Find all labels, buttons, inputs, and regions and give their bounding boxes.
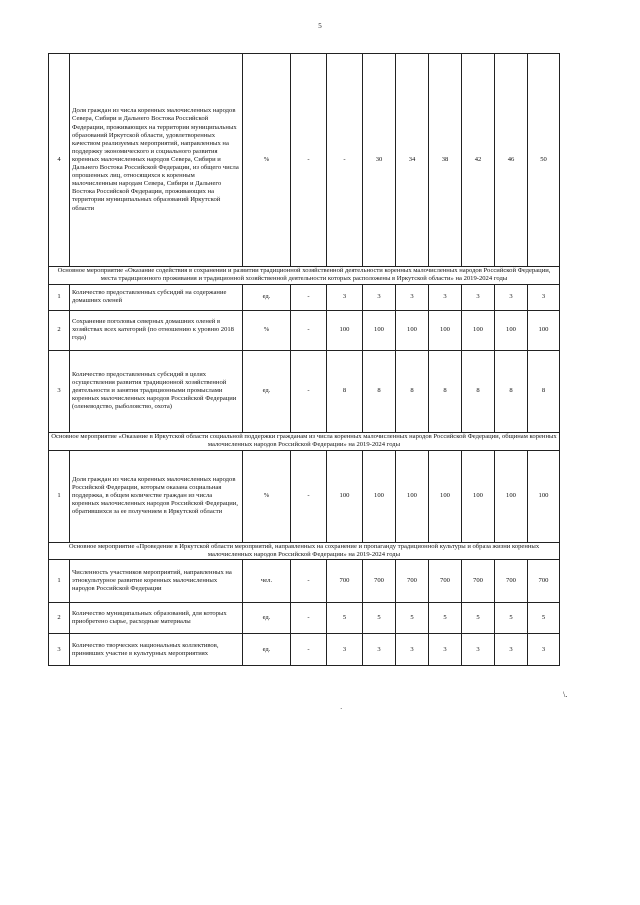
section-3-group bbox=[49, 542, 560, 560]
year-value-cell: 100 bbox=[396, 450, 429, 542]
unit-cell: чел. bbox=[243, 560, 291, 603]
table-row bbox=[49, 603, 560, 634]
year-value-cell: 100 bbox=[363, 450, 396, 542]
indicator-name: Количество предоставленных субсидий в целях осуществления развития традиционной хозяйственной деятельности и занятия традиционными промыслами коренных малочисленных народов Российской Федерации (оленеводство, рыболовство, охота) bbox=[70, 350, 243, 432]
table-row bbox=[49, 54, 560, 267]
year-value-cell: 700 bbox=[429, 560, 462, 603]
year-value-cell: 100 bbox=[462, 450, 495, 542]
year-value-cell: 100 bbox=[429, 450, 462, 542]
year-value-cell: 8 bbox=[495, 350, 528, 432]
year-value-cell: 30 bbox=[363, 54, 396, 267]
year-value-cell: 3 bbox=[429, 634, 462, 666]
base-value-cell: 100 bbox=[327, 310, 363, 350]
base-value-cell: - bbox=[327, 54, 363, 267]
year-value-cell: 46 bbox=[495, 54, 528, 267]
base-value-cell: - bbox=[291, 450, 327, 542]
unit-cell: ед. bbox=[243, 284, 291, 310]
year-value-cell: 8 bbox=[363, 350, 396, 432]
unit-cell: ед. bbox=[243, 350, 291, 432]
year-value-cell: 3 bbox=[363, 634, 396, 666]
base-value-cell: 3 bbox=[327, 284, 363, 310]
stray-dot: · bbox=[340, 705, 343, 713]
year-value-cell: 5 bbox=[429, 603, 462, 634]
table-row bbox=[49, 634, 560, 666]
year-value-cell: 100 bbox=[495, 450, 528, 542]
year-value-cell: 700 bbox=[396, 560, 429, 603]
base-value-cell: - bbox=[291, 54, 327, 267]
year-value-cell: 3 bbox=[363, 284, 396, 310]
table-row bbox=[49, 560, 560, 603]
base-value-cell: 700 bbox=[327, 560, 363, 603]
indicator-name: Численность участников мероприятий, направленных на этнокультурное развитие коренных малочисленных народов Российской Федерации bbox=[70, 560, 243, 603]
year-value-cell: 5 bbox=[462, 603, 495, 634]
unit-cell: % bbox=[243, 54, 291, 267]
year-value-cell: 5 bbox=[363, 603, 396, 634]
year-value-cell: 100 bbox=[528, 450, 560, 542]
row-number: 2 bbox=[49, 603, 70, 634]
year-value-cell: 3 bbox=[495, 634, 528, 666]
table-row bbox=[49, 284, 560, 310]
indicators-table bbox=[48, 53, 560, 666]
year-value-cell: 5 bbox=[396, 603, 429, 634]
base-value-cell: 5 bbox=[327, 603, 363, 634]
section-header-row bbox=[49, 542, 560, 560]
table-row bbox=[49, 350, 560, 432]
indicator-name: Доля граждан из числа коренных малочисленных народов Севера, Сибири и Дальнего Востока Российской Федерации, проживающих на территории муниципальных образований Иркутской области, удовлетворенных качеством реализуемых мероприятий, направленных на поддержку экономического и социального развития коренных малочисленных народов Севера, Сибири и Дальнего Востока Российской Федерации, из общего числа опрошенных лиц, относящихся к коренным малочисленным народам Севера, Сибири и Дальнего Востока Российской Федерации, проживающих на территории муниципальных образований Иркутской области bbox=[70, 54, 243, 267]
section-1-group bbox=[49, 267, 560, 285]
section-2-group bbox=[49, 432, 560, 450]
indicator-name: Количество творческих национальных коллективов, принявших участие в культурных мероприятиях bbox=[70, 634, 243, 666]
table-body-1 bbox=[49, 284, 560, 432]
year-value-cell: 3 bbox=[495, 284, 528, 310]
base-value-cell: 8 bbox=[327, 350, 363, 432]
base-value-cell: - bbox=[291, 310, 327, 350]
base-value-cell: - bbox=[291, 350, 327, 432]
section-header-row bbox=[49, 267, 560, 285]
year-value-cell: 34 bbox=[396, 54, 429, 267]
table-body-2 bbox=[49, 450, 560, 542]
row-number: 1 bbox=[49, 450, 70, 542]
year-value-cell: 38 bbox=[429, 54, 462, 267]
base-value-cell: 3 bbox=[327, 634, 363, 666]
year-value-cell: 3 bbox=[528, 284, 560, 310]
row-number: 2 bbox=[49, 310, 70, 350]
unit-cell: ед. bbox=[243, 603, 291, 634]
page-number: 5 bbox=[318, 22, 322, 30]
unit-cell: ед. bbox=[243, 634, 291, 666]
stray-mark: \. bbox=[563, 690, 568, 699]
year-value-cell: 8 bbox=[528, 350, 560, 432]
indicator-name: Сохранение поголовья северных домашних оленей в хозяйствах всех категорий (по отношению к уровню 2018 года) bbox=[70, 310, 243, 350]
year-value-cell: 100 bbox=[429, 310, 462, 350]
year-value-cell: 8 bbox=[396, 350, 429, 432]
year-value-cell: 100 bbox=[396, 310, 429, 350]
table-body-top bbox=[49, 54, 560, 267]
table-row bbox=[49, 310, 560, 350]
table-body-3 bbox=[49, 560, 560, 666]
year-value-cell: 700 bbox=[363, 560, 396, 603]
indicator-name: Количество муниципальных образований, для которых приобретено сырье, расходные материалы bbox=[70, 603, 243, 634]
row-number: 4 bbox=[49, 54, 70, 267]
base-value-cell: - bbox=[291, 634, 327, 666]
row-number: 1 bbox=[49, 284, 70, 310]
year-value-cell: 42 bbox=[462, 54, 495, 267]
section-header-2: Основное мероприятие «Оказание в Иркутской области социальной поддержки гражданам из числа коренных малочисленных народов Российской Федерации, общинам коренных малочисленных народов Российской Федерации» на 2019-2024 годы bbox=[49, 432, 560, 450]
year-value-cell: 100 bbox=[495, 310, 528, 350]
year-value-cell: 100 bbox=[363, 310, 396, 350]
unit-cell: % bbox=[243, 310, 291, 350]
indicator-name: Количество предоставленных субсидий на содержание домашних оленей bbox=[70, 284, 243, 310]
base-value-cell: - bbox=[291, 284, 327, 310]
indicator-name: Доля граждан из числа коренных малочисленных народов Российской Федерации, которым оказана социальная поддержка, в общем количестве граждан из числа коренных малочисленных народов Российской Федерации, обратившихся за ее получением в Иркутской области bbox=[70, 450, 243, 542]
year-value-cell: 700 bbox=[528, 560, 560, 603]
year-value-cell: 3 bbox=[396, 284, 429, 310]
year-value-cell: 3 bbox=[396, 634, 429, 666]
year-value-cell: 700 bbox=[495, 560, 528, 603]
base-value-cell: 100 bbox=[327, 450, 363, 542]
section-header-3: Основное мероприятие «Проведение в Иркутской области мероприятий, направленных на сохранение и пропаганду традиционной культуры и образа жизни коренных малочисленных народов Российской Федерации» на 2019-2024 годы bbox=[49, 542, 560, 560]
unit-cell: % bbox=[243, 450, 291, 542]
section-header-1: Основное мероприятие «Оказание содействия в сохранении и развитии традиционной хозяйственной деятельности коренных малочисленных народов Российской Федерации, места традиционного проживания и традиционной хозяйственной деятельности которых расположены в Иркутской области» на 2019-2024 годы bbox=[49, 267, 560, 285]
base-value-cell: - bbox=[291, 603, 327, 634]
year-value-cell: 5 bbox=[495, 603, 528, 634]
year-value-cell: 50 bbox=[528, 54, 560, 267]
row-number: 3 bbox=[49, 634, 70, 666]
year-value-cell: 8 bbox=[462, 350, 495, 432]
year-value-cell: 5 bbox=[528, 603, 560, 634]
table-row bbox=[49, 450, 560, 542]
row-number: 3 bbox=[49, 350, 70, 432]
year-value-cell: 3 bbox=[462, 634, 495, 666]
year-value-cell: 3 bbox=[429, 284, 462, 310]
base-value-cell: - bbox=[291, 560, 327, 603]
section-header-row bbox=[49, 432, 560, 450]
year-value-cell: 100 bbox=[528, 310, 560, 350]
row-number: 1 bbox=[49, 560, 70, 603]
year-value-cell: 3 bbox=[462, 284, 495, 310]
year-value-cell: 100 bbox=[462, 310, 495, 350]
year-value-cell: 700 bbox=[462, 560, 495, 603]
year-value-cell: 3 bbox=[528, 634, 560, 666]
year-value-cell: 8 bbox=[429, 350, 462, 432]
